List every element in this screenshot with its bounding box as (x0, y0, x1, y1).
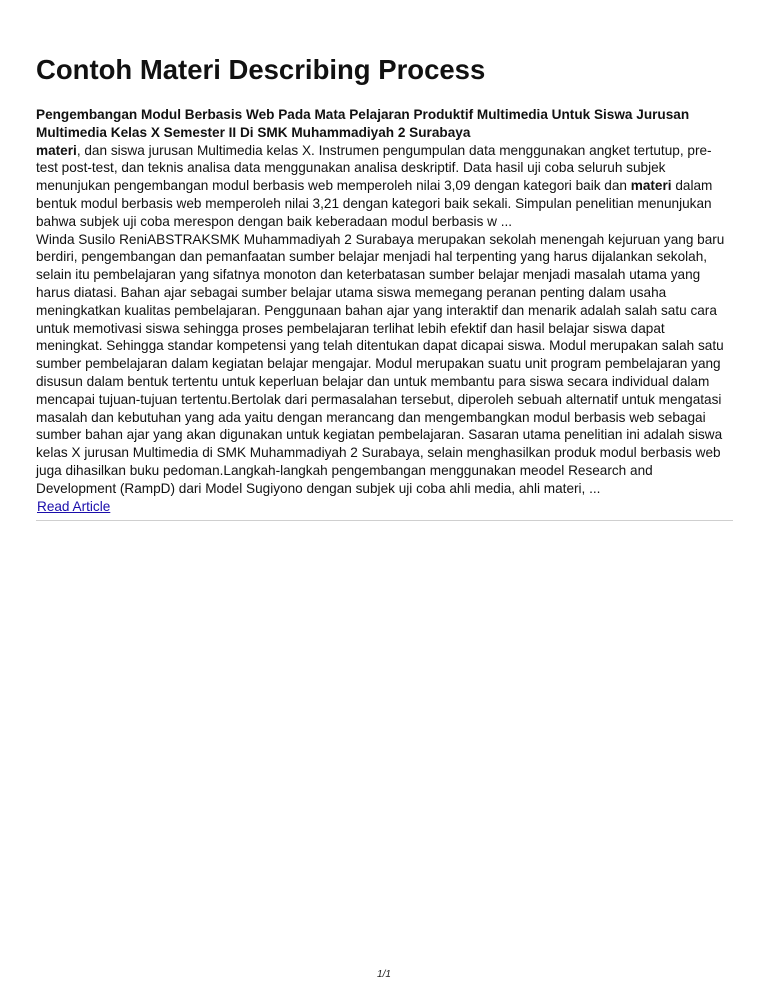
page-number: 1/1 (377, 969, 391, 980)
divider (36, 520, 733, 521)
snippet-text-2: dalam bentuk modul berbasis web memperoleh nilai 3,21 dengan kategori baik sekali. Simpulan penelitian menunjukan bahwa subjek uji coba merespon dengan baik keberadaan modul berbasis w ... (36, 178, 713, 229)
snippet-text-1: , dan siswa jurusan Multimedia kelas X. Instrumen pengumpulan data menggunakan angket tertutup, pre-test post-test, dan teknis analisa data menggunakan analisa deskriptif. Data hasil uji coba seluruh subjek menunjukan pengembangan modul berbasis web memperoleh nilai 3,09 dengan kategori baik dan (36, 142, 712, 194)
read-article-link[interactable]: Read Article (37, 498, 111, 514)
snippet-keyword-1: materi (36, 142, 77, 158)
article-snippet (36, 142, 733, 231)
page-title: Contoh Materi Describing Process (36, 54, 486, 85)
article-abstract: Winda Susilo ReniABSTRAKSMK Muhammadiyah 2 Surabaya merupakan sekolah menengah kejuruan yang baru berdiri, pengembangan dan pemanfaatan sumber belajar menjadi hal terpenting yang harus dijalankan sekolah, selain itu pembelajaran yang sifatnya monoton dan keterbatasan sumber belajar menjadi masalah utama yang harus diatasi. Bahan ajar sebagai sumber belajar utama siswa memegang peranan penting dalam usaha meningkatkan kualitas pembelajaran. Penggunaan bahan ajar yang interaktif dan menarik adalah salah satu cara untuk memotivasi siswa sehingga proses pembelajaran terlihat lebih efektif dan hasil belajar siswa dapat meningkat. Sehingga standar kompetensi yang telah ditentukan dapat dicapai siswa. Modul merupakan salah satu sumber pembelajaran dalam kegiatan belajar mengajar. Modul merupakan suatu unit program pembelajaran yang disusun dalam bentuk tertentu untuk keperluan belajar dan untuk membantu para siswa secara individual dalam mencapai tujuan-tujuan tertentu.Bertolak dari permasalahan tersebut, diperoleh sebuah alternatif untuk mengatasi masalah dan kebutuhan yang ada yaitu dengan merancang dan mengembangkan modul berbasis web sebagai sumber bahan ajar yang akan digunakan untuk kegiatan pembelajaran. Sasaran utama penelitian ini adalah siswa kelas X jurusan Multimedia di SMK Muhammadiyah 2 Surabaya, selain menghasilkan produk modul berbasis web juga dihasilkan buku pedoman.Langkah-langkah pengembangan menggunakan meodel Research and Development (RampD) dari Model Sugiyono dengan subjek uji coba ahli media, ahli materi, ... (36, 231, 725, 496)
snippet-keyword-2: materi (630, 178, 672, 194)
article-title: Pengembangan Modul Berbasis Web Pada Mata Pelajaran Produktif Multimedia Untuk Siswa Jurusan Multimedia Kelas X Semester II Di SMK Muhammadiyah 2 Surabaya (36, 107, 690, 140)
article-entry (36, 106, 733, 521)
